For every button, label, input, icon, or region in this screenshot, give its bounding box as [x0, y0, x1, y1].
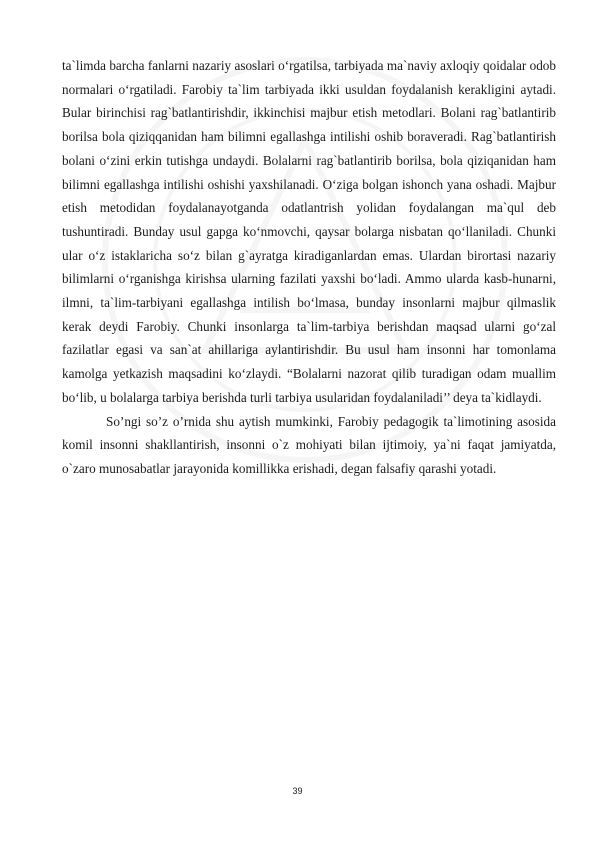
document-body [62, 54, 556, 481]
paragraph-2: So’ngi so’z o’rnida shu aytish mumkinki, Farobiy pedagogik ta`limotining asosida komil insonni shakllantirish, insonni o`z mohiyati bilan ijtimoiy, ya`ni faqat jamiyatda, o`zaro munosabatlar jarayonida komillikka erishadi, degan falsafiy qarashi yotadi. [62, 413, 556, 476]
paragraph-1: ta`limda barcha fanlarni nazariy asoslari o‘rgatilsa, tarbiyada ma`naviy axloqiy qoidalar odob normalari o‘rgatiladi. Farobiy ta`lim tarbiyada ikki usuldan foydalanish kerakligini aytadi. Bular birinchisi rag`batlantirishdir, ikkinchisi majbur etish metodlari. Bolani rag`batlantirib borilsa bola qiziqqanidan ham bilimni egallashga intilishi oshib boraveradi. Rag`batlantirish bolani o‘zini erkin tutishga undaydi. Bolalarni rag`batlantirib borilsa, bola qiziqanidan ham bilimni egallashga intilishi oshishi yaxshilanadi. O‘ziga bolgan ishonch yana oshadi. Majbur etish metodidan foydalanayotganda odatlantrish yolidan foydalangan ma`qul deb tushuntiradi. Bunday usul gapga ko‘nmovchi, qaysar bolarga nisbatan qo‘llaniladi. Chunki ular o‘z istaklaricha so‘z bilan g`ayratga kiradiganlardan emas. Ulardan birortasi nazariy bilimlarni o‘rganishga kirishsa ularning fazilati yaxshi bo‘ladi. Ammo ularda kasb-hunarni, ilmni, ta`lim-tarbiyani egallashga intilish bo‘lmasa, bunday insonlarni majbur qilmaslik kerak deydi Farobiy. Chunki insonlarga ta`lim-tarbiya berishdan maqsad ularni go‘zal fazilatlar egasi va san`at ahillariga aylantirishdir. Bu usul ham insonni har tomonlama kamolga yetkazish maqsadini ko‘zlaydi. “Bolalarni nazorat qilib turadigan odam muallim bo‘lib, u bolalarga tarbiya berishda turli tarbiya usularidan foydalaniladi’’ deya ta`kidlaydi. [62, 58, 556, 405]
page-number: 39 [292, 786, 303, 796]
